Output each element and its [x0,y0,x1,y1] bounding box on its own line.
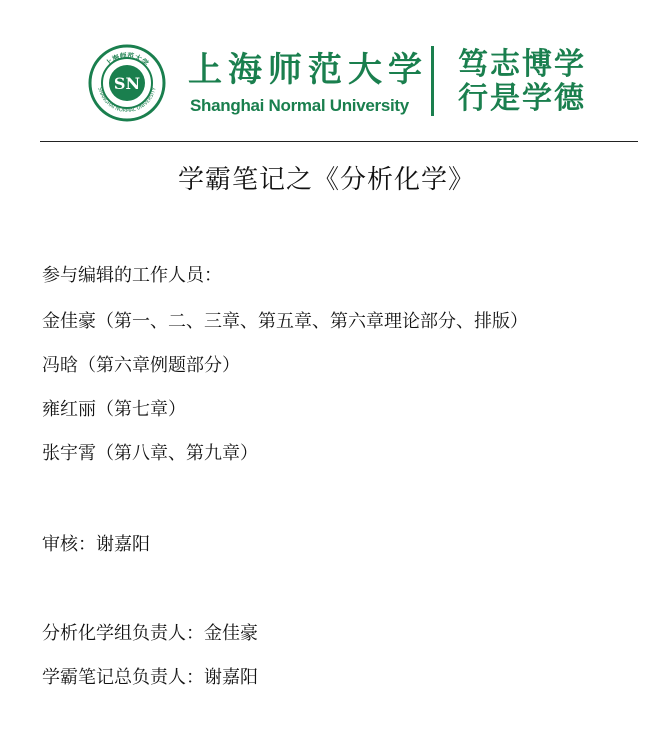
seal-text-en: SHANGHAI NORMAL UNIVERSITY [96,86,158,115]
university-motto [458,48,588,116]
header-rule [40,141,638,142]
school-name-cn: 上海师范大学 [188,50,428,90]
editor-line: 冯晗（第六章例题部分） [42,355,240,376]
editor-line: 张宇霄（第八章、第九章） [42,443,258,464]
motto-line-1: 笃志博学 [458,47,586,82]
editors-heading: 参与编辑的工作人员： [42,265,222,286]
group-lead-line: 分析化学组负责人：金佳豪 [42,623,258,644]
seal-text: 上海师范大学 [104,51,150,68]
chief-lead-line: 学霸笔记总负责人：谢嘉阳 [42,667,258,688]
document-title: 学霸笔记之《分析化学》 [177,165,475,195]
editor-line: 金佳豪（第一、二、三章、第五章、第六章理论部分、排版） [42,311,528,332]
school-name-en: Shanghai Normal University [190,96,409,115]
motto-line-2: 行是学德 [458,81,586,116]
editor-line: 雍红丽（第七章） [42,399,186,420]
reviewer-line: 审核：谢嘉阳 [42,534,150,555]
seal-monogram: SN [113,74,141,93]
header-divider [431,46,434,116]
university-seal-logo [88,44,166,122]
page-header [0,0,653,140]
